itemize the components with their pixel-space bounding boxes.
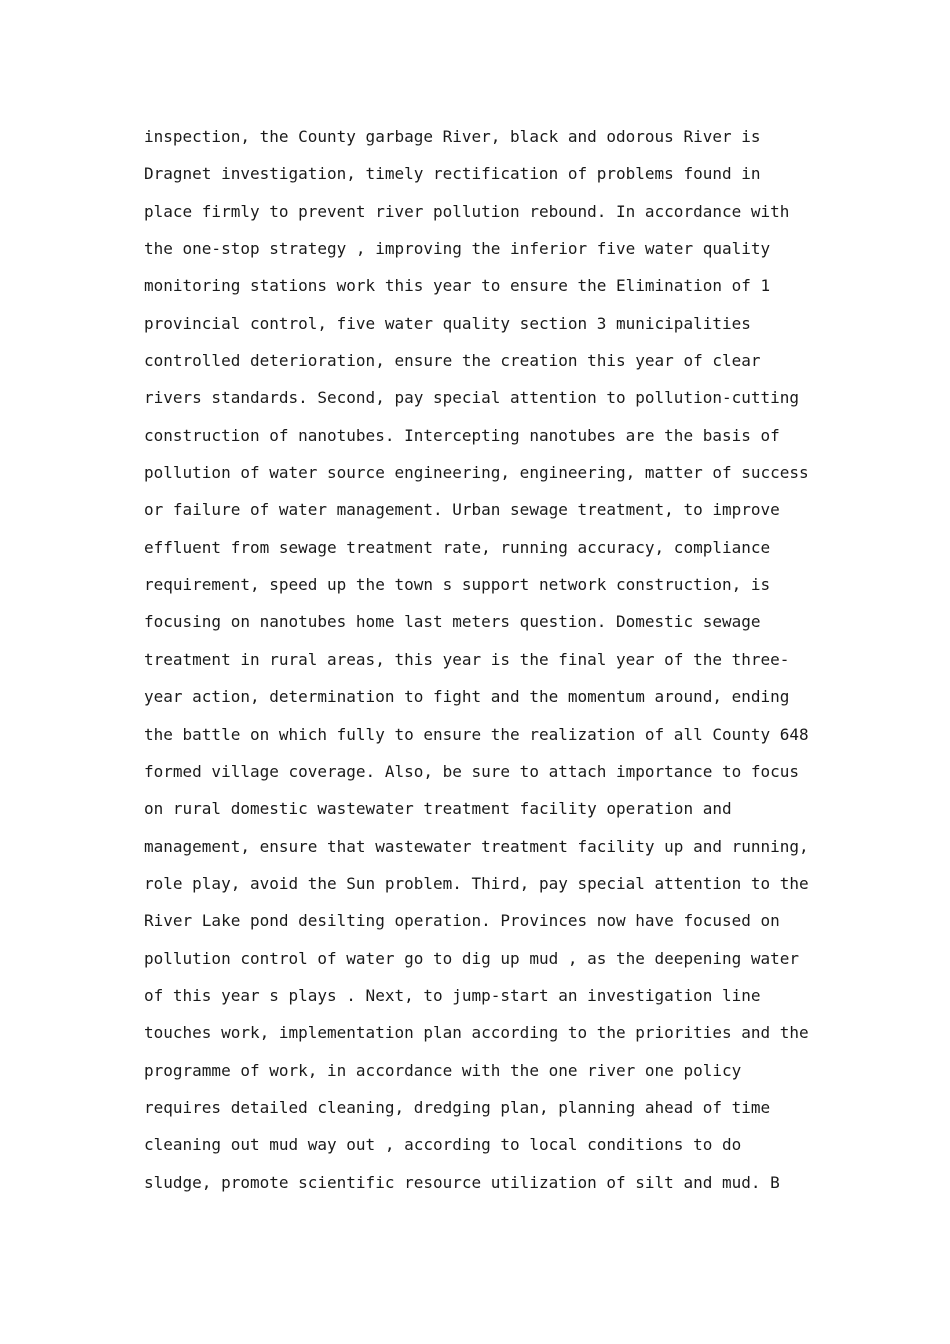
text-line: effluent from sewage treatment rate, running accuracy, compliance	[144, 537, 771, 557]
text-line: pollution of water source engineering, engineering, matter of success	[144, 463, 809, 483]
text-line: pollution control of water go to dig up mud , as the deepening water	[144, 948, 800, 968]
text-line: requires detailed cleaning, dredging plan, planning ahead of time	[144, 1097, 771, 1117]
text-line: programme of work, in accordance with the one river one policy	[144, 1060, 742, 1080]
text-line: management, ensure that wastewater treatment facility up and running,	[144, 836, 809, 856]
text-line: requirement, speed up the town s support network construction, is	[144, 575, 771, 595]
text-line: controlled deterioration, ensure the creation this year of clear	[144, 351, 761, 371]
text-line: inspection, the County garbage River, black and odorous River is	[144, 127, 761, 146]
text-line: on rural domestic wastewater treatment facility operation and	[144, 799, 732, 819]
text-line: sludge, promote scientific resource utilization of silt and mud. B	[144, 1172, 780, 1192]
text-line: focusing on nanotubes home last meters question. Domestic sewage	[144, 612, 761, 632]
text-line: place firmly to prevent river pollution rebound. In accordance with	[144, 201, 790, 221]
text-line: treatment in rural areas, this year is the final year of the three-	[144, 649, 790, 669]
text-line: formed village coverage. Also, be sure to attach importance to focus	[144, 761, 800, 781]
text-line: role play, avoid the Sun problem. Third, pay special attention to the	[144, 873, 809, 893]
text-line: provincial control, five water quality section 3 municipalities	[144, 313, 751, 333]
text-line: cleaning out mud way out , according to local conditions to do	[144, 1135, 742, 1155]
text-line: of this year s plays . Next, to jump-start an investigation line	[144, 985, 761, 1005]
text-line: River Lake pond desilting operation. Provinces now have focused on	[144, 911, 780, 931]
text-line: year action, determination to fight and the momentum around, ending	[144, 687, 790, 707]
text-line: or failure of water management. Urban sewage treatment, to improve	[144, 500, 780, 520]
text-line: monitoring stations work this year to ensure the Elimination of 1	[144, 276, 771, 296]
text-line: rivers standards. Second, pay special attention to pollution-cutting	[144, 388, 800, 408]
text-line: the battle on which fully to ensure the realization of all County 648	[144, 724, 809, 744]
text-line: construction of nanotubes. Intercepting nanotubes are the basis of	[144, 425, 780, 445]
body-paragraph	[144, 118, 824, 1201]
text-line: Dragnet investigation, timely rectification of problems found in	[144, 164, 761, 184]
text-line: the one-stop strategy , improving the inferior five water quality	[144, 239, 771, 259]
text-line: touches work, implementation plan according to the priorities and the	[144, 1023, 809, 1043]
